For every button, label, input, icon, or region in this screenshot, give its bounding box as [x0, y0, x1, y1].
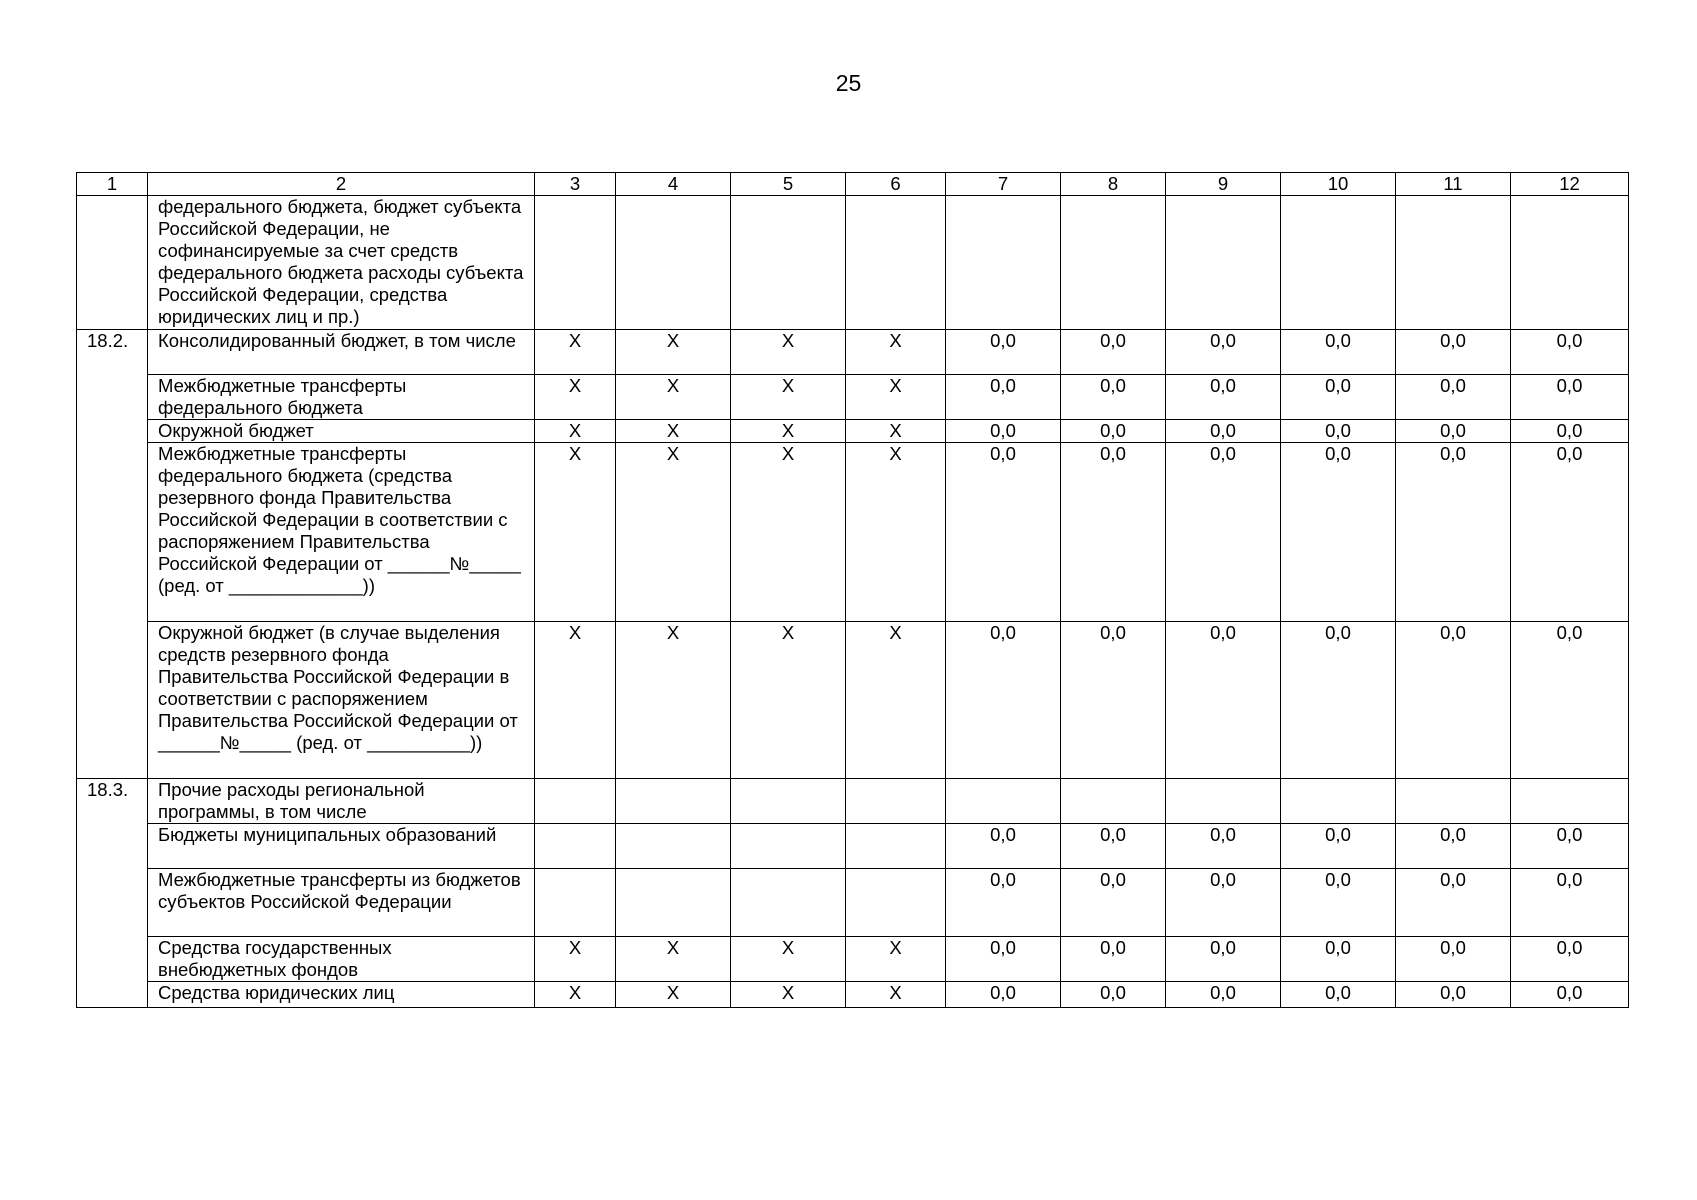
row-number-cell — [77, 869, 148, 937]
value-cell: Х — [535, 937, 616, 982]
table-row — [77, 869, 1629, 937]
value-cell: 0,0 — [1511, 937, 1629, 982]
value-cell: 0,0 — [1166, 937, 1281, 982]
value-cell — [1061, 779, 1166, 824]
value-cell: 0,0 — [946, 330, 1061, 375]
value-cell: 0,0 — [1511, 375, 1629, 420]
value-cell: Х — [616, 622, 731, 779]
value-cell: 0,0 — [1396, 420, 1511, 443]
value-cell — [731, 824, 846, 869]
value-cell — [616, 779, 731, 824]
row-number-cell — [77, 375, 148, 420]
value-cell: 0,0 — [1166, 869, 1281, 937]
value-cell: Х — [846, 443, 946, 622]
value-cell: 0,0 — [1166, 330, 1281, 375]
value-cell — [846, 779, 946, 824]
column-header: 2 — [148, 173, 535, 196]
table-row — [77, 982, 1629, 1008]
value-cell: Х — [535, 622, 616, 779]
value-cell: Х — [731, 937, 846, 982]
table-row — [77, 824, 1629, 869]
value-cell: 0,0 — [1511, 330, 1629, 375]
value-cell: 0,0 — [1166, 982, 1281, 1008]
value-cell: 0,0 — [1281, 869, 1396, 937]
row-description-cell: Прочие расходы региональной программы, в том числе — [148, 779, 535, 824]
row-description-cell: Окружной бюджет (в случае выделения средств резервного фонда Правительства Российской Федерации в соответствии с распоряжением Правительства Российской Федерации от ______№_____ (ред. от __________)) — [148, 622, 535, 779]
column-header: 8 — [1061, 173, 1166, 196]
value-cell: 0,0 — [1166, 824, 1281, 869]
column-header: 12 — [1511, 173, 1629, 196]
value-cell — [616, 824, 731, 869]
value-cell: 0,0 — [1396, 330, 1511, 375]
value-cell: Х — [535, 982, 616, 1008]
table-row — [77, 330, 1629, 375]
value-cell: Х — [535, 330, 616, 375]
value-cell: Х — [731, 982, 846, 1008]
value-cell — [1396, 196, 1511, 330]
column-header: 11 — [1396, 173, 1511, 196]
value-cell: 0,0 — [1511, 869, 1629, 937]
row-number-cell: 18.3. — [77, 779, 148, 824]
value-cell: 0,0 — [1396, 622, 1511, 779]
value-cell: Х — [731, 622, 846, 779]
value-cell: Х — [731, 375, 846, 420]
value-cell: 0,0 — [946, 375, 1061, 420]
value-cell: 0,0 — [1396, 869, 1511, 937]
value-cell: Х — [616, 330, 731, 375]
value-cell: 0,0 — [1061, 937, 1166, 982]
value-cell: 0,0 — [946, 420, 1061, 443]
value-cell: 0,0 — [1281, 824, 1396, 869]
value-cell: 0,0 — [1281, 330, 1396, 375]
value-cell: 0,0 — [1061, 982, 1166, 1008]
row-number-cell — [77, 937, 148, 982]
value-cell: 0,0 — [1281, 443, 1396, 622]
value-cell: 0,0 — [1396, 375, 1511, 420]
value-cell: Х — [616, 420, 731, 443]
value-cell: 0,0 — [1396, 982, 1511, 1008]
value-cell: 0,0 — [1396, 443, 1511, 622]
value-cell: Х — [616, 375, 731, 420]
value-cell: Х — [846, 937, 946, 982]
value-cell: Х — [616, 443, 731, 622]
row-number-cell — [77, 196, 148, 330]
value-cell: Х — [731, 420, 846, 443]
value-cell: 0,0 — [1061, 443, 1166, 622]
value-cell: Х — [731, 330, 846, 375]
value-cell — [535, 869, 616, 937]
table-row — [77, 443, 1629, 622]
value-cell — [946, 196, 1061, 330]
value-cell: 0,0 — [1166, 443, 1281, 622]
value-cell: 0,0 — [1166, 375, 1281, 420]
row-number-cell: 18.2. — [77, 330, 148, 375]
value-cell — [946, 779, 1061, 824]
value-cell — [1061, 196, 1166, 330]
value-cell: 0,0 — [946, 622, 1061, 779]
row-description-cell: Окружной бюджет — [148, 420, 535, 443]
value-cell: 0,0 — [1166, 622, 1281, 779]
value-cell: 0,0 — [1511, 982, 1629, 1008]
page-number: 25 — [835, 70, 862, 96]
value-cell — [731, 196, 846, 330]
value-cell — [616, 869, 731, 937]
column-header: 7 — [946, 173, 1061, 196]
row-description-cell: Средства государственных внебюджетных фондов — [148, 937, 535, 982]
value-cell: Х — [535, 420, 616, 443]
table-row — [77, 420, 1629, 443]
value-cell — [1281, 779, 1396, 824]
value-cell: 0,0 — [1281, 622, 1396, 779]
value-cell: 0,0 — [946, 443, 1061, 622]
table-row — [77, 937, 1629, 982]
row-description-cell: Межбюджетные трансферты федерального бюджета — [148, 375, 535, 420]
value-cell — [535, 779, 616, 824]
value-cell: 0,0 — [946, 869, 1061, 937]
value-cell — [1396, 779, 1511, 824]
value-cell: 0,0 — [1511, 824, 1629, 869]
value-cell — [535, 196, 616, 330]
table-row — [77, 196, 1629, 330]
value-cell: Х — [616, 982, 731, 1008]
value-cell — [731, 779, 846, 824]
value-cell — [1511, 779, 1629, 824]
value-cell: Х — [616, 937, 731, 982]
value-cell — [535, 824, 616, 869]
row-number-cell — [77, 443, 148, 622]
value-cell: Х — [846, 375, 946, 420]
value-cell: 0,0 — [1281, 982, 1396, 1008]
row-number-cell — [77, 982, 148, 1008]
column-header: 3 — [535, 173, 616, 196]
value-cell: 0,0 — [1281, 375, 1396, 420]
value-cell: Х — [846, 622, 946, 779]
header-row — [77, 173, 1629, 196]
table-row — [77, 375, 1629, 420]
value-cell: Х — [846, 982, 946, 1008]
value-cell — [1166, 196, 1281, 330]
value-cell: 0,0 — [946, 937, 1061, 982]
row-number-cell — [77, 824, 148, 869]
table-row — [77, 779, 1629, 824]
value-cell: 0,0 — [1511, 443, 1629, 622]
row-number-cell — [77, 420, 148, 443]
value-cell: 0,0 — [1061, 330, 1166, 375]
value-cell — [846, 824, 946, 869]
value-cell: Х — [846, 420, 946, 443]
row-description-cell: Межбюджетные трансферты из бюджетов субъектов Российской Федерации — [148, 869, 535, 937]
row-description-cell: Средства юридических лиц — [148, 982, 535, 1008]
row-description-cell: Межбюджетные трансферты федерального бюджета (средства резервного фонда Правительства Российской Федерации в соответствии с распоряжением Правительства Российской Федерации от ______№_____ (ред. от _____________)) — [148, 443, 535, 622]
value-cell: 0,0 — [1396, 824, 1511, 869]
row-number-cell — [77, 622, 148, 779]
budget-table — [76, 172, 1629, 1008]
value-cell: 0,0 — [1281, 420, 1396, 443]
value-cell: 0,0 — [946, 982, 1061, 1008]
column-header: 9 — [1166, 173, 1281, 196]
column-header: 5 — [731, 173, 846, 196]
value-cell: Х — [731, 443, 846, 622]
column-header: 1 — [77, 173, 148, 196]
value-cell: 0,0 — [1061, 824, 1166, 869]
value-cell: 0,0 — [1281, 937, 1396, 982]
value-cell: 0,0 — [1396, 937, 1511, 982]
value-cell: 0,0 — [1511, 420, 1629, 443]
row-description-cell: Бюджеты муниципальных образований — [148, 824, 535, 869]
value-cell: Х — [535, 443, 616, 622]
table-body — [77, 196, 1629, 1008]
value-cell — [731, 869, 846, 937]
value-cell: 0,0 — [1061, 375, 1166, 420]
value-cell: Х — [535, 375, 616, 420]
value-cell: 0,0 — [1511, 622, 1629, 779]
value-cell — [1166, 779, 1281, 824]
value-cell — [846, 196, 946, 330]
value-cell — [616, 196, 731, 330]
value-cell — [846, 869, 946, 937]
value-cell: Х — [846, 330, 946, 375]
table-row — [77, 622, 1629, 779]
column-header: 10 — [1281, 173, 1396, 196]
value-cell: 0,0 — [1061, 622, 1166, 779]
row-description-cell: Консолидированный бюджет, в том числе — [148, 330, 535, 375]
column-header: 4 — [616, 173, 731, 196]
value-cell: 0,0 — [1166, 420, 1281, 443]
value-cell — [1511, 196, 1629, 330]
row-description-cell: федерального бюджета, бюджет субъекта Российской Федерации, не софинансируемые за счет средств федерального бюджета расходы субъекта Российской Федерации, средства юридических лиц и пр.) — [148, 196, 535, 330]
column-header: 6 — [846, 173, 946, 196]
value-cell: 0,0 — [1061, 420, 1166, 443]
value-cell: 0,0 — [946, 824, 1061, 869]
value-cell — [1281, 196, 1396, 330]
value-cell: 0,0 — [1061, 869, 1166, 937]
